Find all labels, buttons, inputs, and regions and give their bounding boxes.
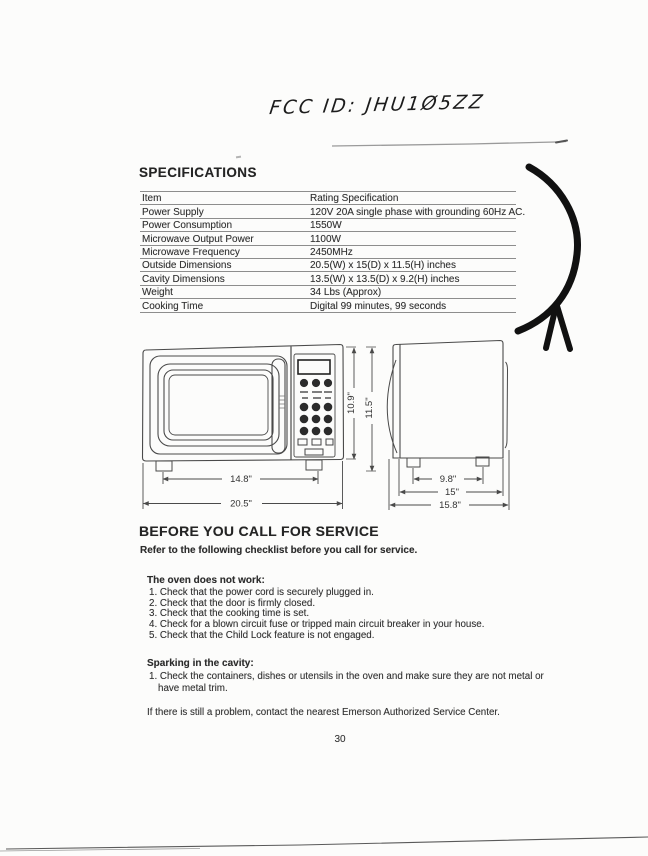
list-item: 2. Check that the door is firmly closed. [149,597,316,609]
panel-buttons-bottom [298,439,333,455]
scan-edge-line [0,837,648,851]
service-section-heading-sparking: Sparking in the cavity: [147,658,254,669]
spec-item-label: Microwave Output Power [142,233,254,245]
microwave-side-view [387,341,507,468]
spec-header-value: Rating Specification [310,193,399,205]
spec-item-label: Power Consumption [142,220,233,232]
service-footer: If there is still a problem, contact the nearest Emerson Authorized Service Center. [147,707,500,718]
spec-item-value: 13.5(W) x 13.5(D) x 9.2(H) inches [310,273,460,285]
spec-item-value: 120V 20A single phase with grounding 60Hz AC. [310,206,526,218]
list-item: 1. Check that the power cord is securely plugged in. [149,587,374,598]
spec-item-value: 2450MHz [310,246,353,258]
spec-item-value: 34 Lbs (Approx) [310,287,382,299]
latch-vents [279,396,285,408]
spec-item-value: 20.5(W) x 15(D) x 11.5(H) inches [310,260,456,272]
front-view-dimensions [143,347,376,509]
side-view-dimension-labels [439,474,461,511]
panel-labels [300,392,332,398]
spec-header-item: Item [142,193,162,205]
spec-item-value: Digital 99 minutes, 99 seconds [310,300,447,312]
spec-item-label: Cavity Dimensions [142,273,225,285]
dim-inner-height: 10.9" [346,392,357,414]
handwritten-fcc-id: FCC ID: JHU1Ø5ZZ [268,90,487,120]
panel-buttons-top [300,379,332,387]
spec-item-value: 1100W [310,233,341,245]
page-number: 30 [334,734,346,745]
spec-item-value: 1550W [310,220,342,232]
spec-item-label: Cooking Time [142,300,204,312]
dim-body-depth: 15" [445,487,459,498]
display [298,360,330,374]
dim-overall-height: 11.5" [364,397,375,419]
dim-feet-depth: 9.8" [439,474,457,485]
list-item: 3. Check that the cooking time is set. [149,608,310,620]
service-intro: Refer to the following checklist before you call for service. [140,545,418,556]
specifications-title: SPECIFICATIONS [139,165,257,180]
panel-keypad [300,403,333,436]
list-item: 4. Check for a blown circuit fuse or tripped main circuit breaker in your house. [149,619,485,631]
dim-overall-depth: 15.8" [439,500,461,511]
service-checklist-oven [149,588,484,642]
handwriting-underline-tip [556,141,567,143]
dim-feet-width: 14.8" [230,474,252,485]
service-section-heading-oven: The oven does not work: [147,575,265,586]
service-title: BEFORE YOU CALL FOR SERVICE [139,523,379,539]
spec-item-label: Weight [142,287,173,299]
spec-item-label: Power Supply [142,206,204,218]
service-checklist-sparking [149,671,557,694]
spec-item-label: Outside Dimensions [142,260,232,272]
list-item: 1. Check the containers, dishes or utensils in the oven and make sure they are not metal or have metal trim. [149,671,544,694]
dim-overall-width: 20.5" [230,498,252,510]
list-item: 5. Check that the Child Lock feature is not engaged. [149,629,375,641]
spec-item-label: Microwave Frequency [142,246,240,258]
hand-drawn-arrow [518,167,577,349]
microwave-front-view [143,345,344,472]
handwriting-underline [332,142,566,147]
